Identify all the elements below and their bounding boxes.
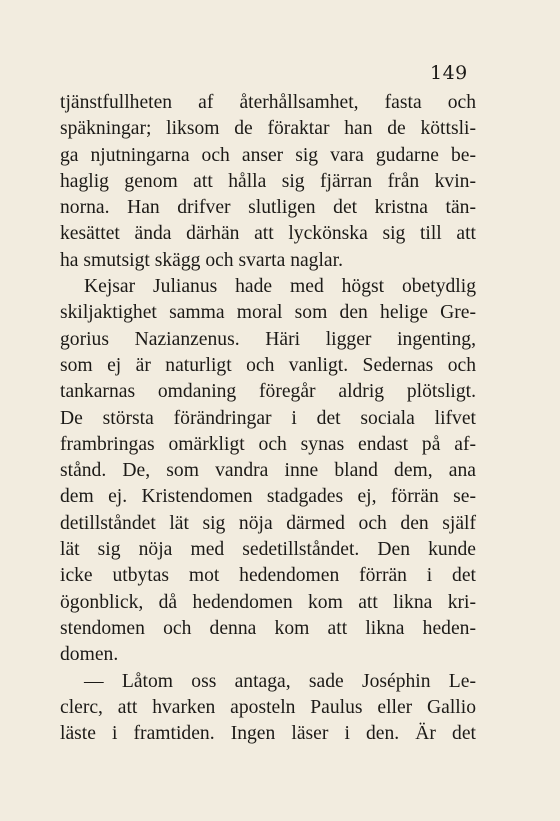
text-line: norna. Han drifver slutligen det kristna tän- — [60, 197, 476, 219]
text-line: späkningar; liksom de föraktar han de köttsli- — [60, 118, 476, 140]
text-line: stendomen och denna kom att likna heden- — [60, 617, 476, 639]
text-line: som ej är naturligt och vanligt. Sedernas och — [60, 354, 476, 376]
text-line: kesättet ända därhän att lyckönska sig till att — [60, 223, 476, 245]
page-number: 149 — [430, 62, 468, 84]
text-line: — Låtom oss antaga, sade Joséphin Le- — [84, 670, 476, 692]
text-line: stånd. De, som vandra inne bland dem, ana — [60, 460, 476, 482]
text-line: gorius Nazianzenus. Häri ligger ingenting, — [60, 328, 476, 350]
text-line: ha smutsigt skägg och svarta naglar. — [60, 249, 343, 271]
text-line: frambringas omärkligt och synas endast på af- — [60, 433, 476, 455]
text-line: ga njutningarna och anser sig vara gudarne be- — [60, 144, 476, 166]
text-line: clerc, att hvarken aposteln Paulus eller Gallio — [60, 696, 476, 718]
body-text — [60, 90, 476, 747]
text-line: tjänstfullheten af återhållsamhet, fasta och — [60, 92, 476, 113]
text-line: domen. — [60, 644, 119, 666]
text-line: De största förändringar i det sociala lifvet — [60, 407, 476, 429]
text-line: ögonblick, då hedendomen kom att likna kri- — [60, 591, 476, 613]
text-line: skiljaktighet samma moral som den helige Gre- — [60, 302, 476, 324]
text-line: haglig genom att hålla sig fjärran från kvin- — [60, 170, 476, 192]
text-line: Kejsar Julianus hade med högst obetydlig — [84, 276, 476, 298]
text-line: detillståndet lät sig nöja därmed och den själf — [60, 512, 476, 534]
text-line: lät sig nöja med sedetillståndet. Den kunde — [60, 539, 476, 561]
text-line: tankarnas omdaning föregår aldrig plötsligt. — [60, 381, 476, 403]
text-line: dem ej. Kristendomen stadgades ej, förrän se- — [60, 486, 476, 508]
text-line: läste i framtiden. Ingen läser i den. Är det — [60, 723, 476, 745]
text-line: icke utbytas mot hedendomen förrän i det — [60, 565, 476, 587]
